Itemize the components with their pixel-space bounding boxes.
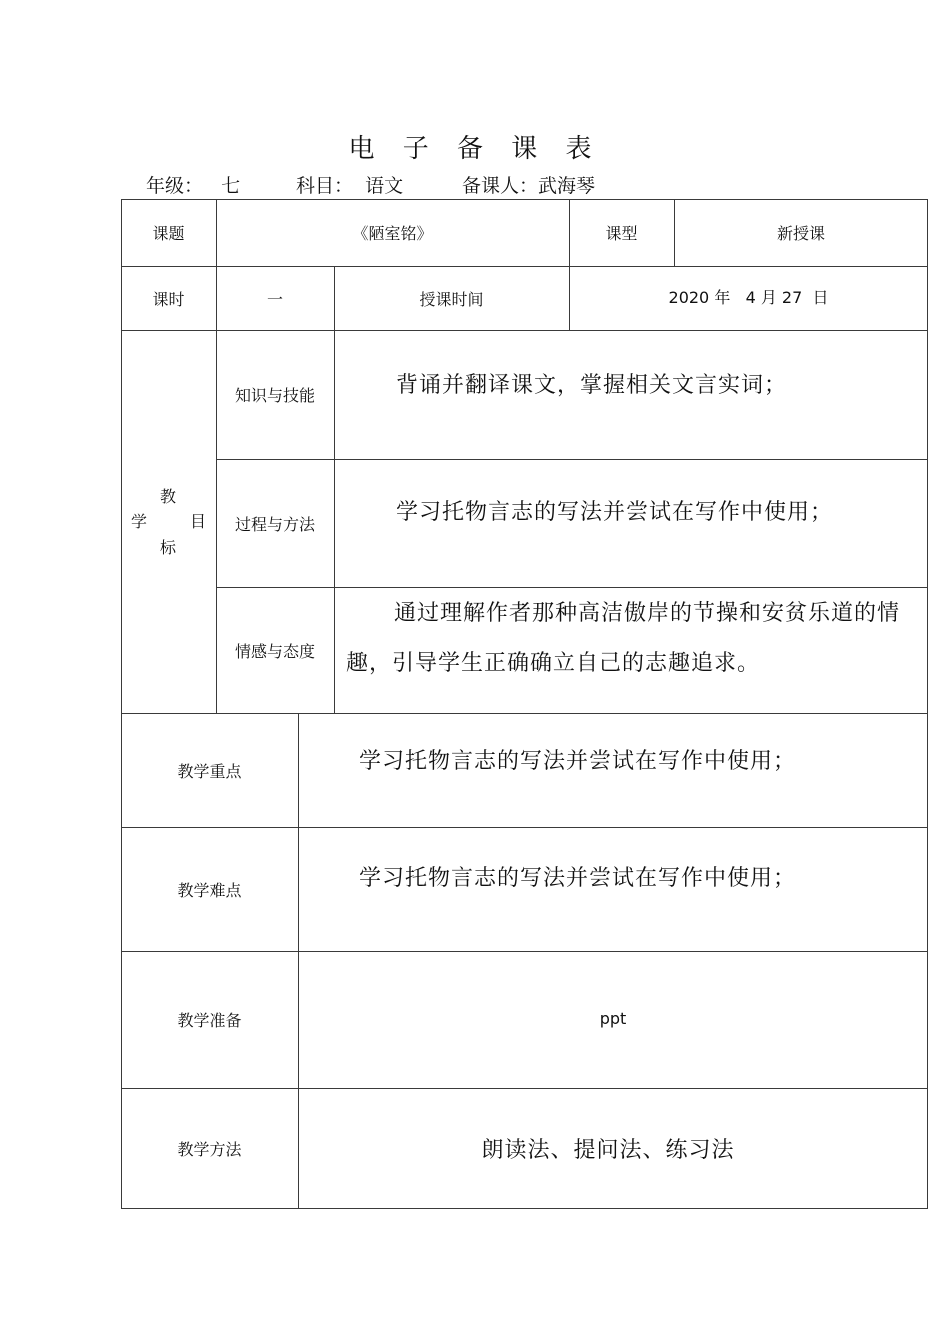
document-title: 电 子 备 课 表 [348, 134, 602, 164]
methods-label: 教学方法 [177, 1139, 242, 1159]
emotion-attitude-content: 通过理解作者那种高洁傲岸的节操和安贫乐道的情趣，引导学生正确确立自己的志趣追求。 [346, 601, 901, 676]
teacher-field [462, 173, 595, 199]
emotion-attitude-label: 情感与态度 [234, 641, 315, 661]
teacher-label: 备课人： [462, 175, 539, 197]
preparation-content: ppt [599, 1009, 627, 1028]
objectives-char: 目 [190, 512, 207, 531]
grade-value: 七 [221, 175, 241, 197]
teaching-time-label: 授课时间 [419, 289, 484, 309]
process-methods-label: 过程与方法 [234, 514, 315, 534]
lesson-type-label: 课型 [605, 224, 638, 243]
lesson-type-value: 新授课 [776, 224, 825, 243]
subject-label: 科目： [296, 175, 354, 197]
objectives-char: 学 [131, 512, 148, 531]
knowledge-skills-content: 背诵并翻译课文，掌握相关文言实词； [396, 373, 788, 398]
objectives-char: 标 [160, 538, 177, 557]
process-methods-content: 学习托物言志的写法并尝试在写作中使用； [396, 500, 834, 525]
objectives-char: 教 [160, 487, 177, 506]
grade-field [146, 173, 296, 199]
teacher-value: 武海琴 [538, 175, 596, 197]
key-points-content: 学习托物言志的写法并尝试在写作中使用； [359, 749, 797, 774]
table-border-bottom [121, 1208, 928, 1209]
header-line [146, 173, 595, 199]
subject-field [296, 173, 462, 199]
teaching-time-value: 2020 年 4 月 27 日 [668, 287, 829, 307]
topic-label: 课题 [152, 224, 185, 243]
difficulties-content: 学习托物言志的写法并尝试在写作中使用； [359, 866, 797, 891]
knowledge-skills-label: 知识与技能 [234, 386, 315, 405]
preparation-label: 教学准备 [177, 1011, 242, 1030]
subject-value: 语文 [365, 175, 404, 197]
difficulties-label: 教学难点 [177, 880, 242, 900]
methods-content: 朗读法、提问法、练习法 [481, 1137, 735, 1163]
topic-value: 《陋室铭》 [352, 224, 433, 243]
period-value: 一 [266, 289, 283, 309]
key-points-label: 教学重点 [177, 761, 242, 781]
grade-label: 年级： [146, 175, 204, 197]
period-label: 课时 [152, 289, 185, 309]
